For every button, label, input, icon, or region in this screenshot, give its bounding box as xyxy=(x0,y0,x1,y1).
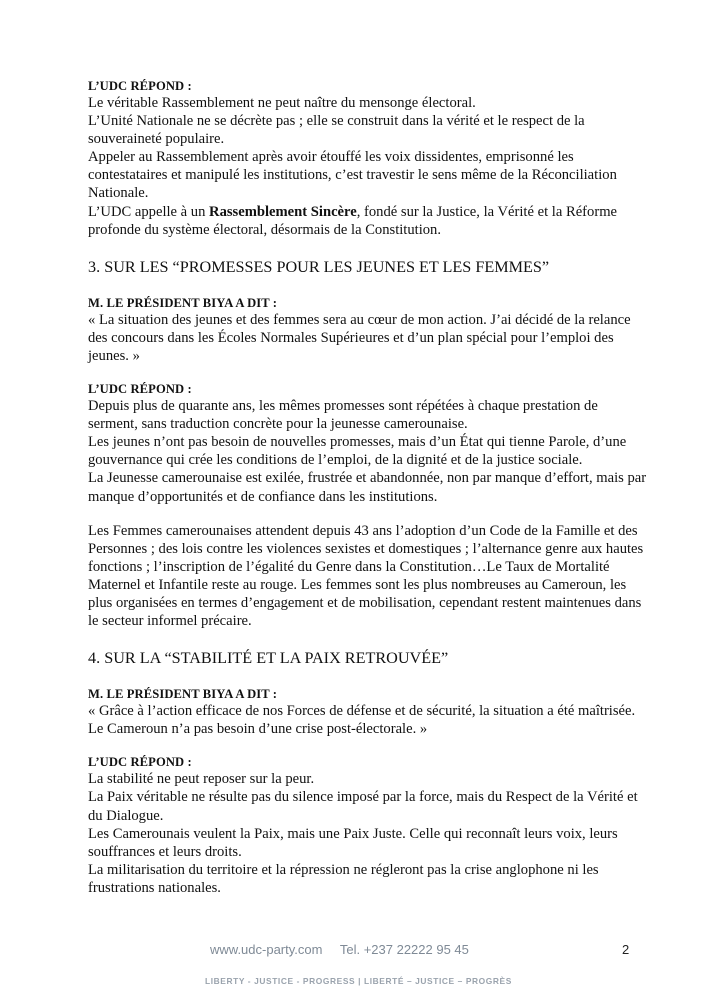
paragraph: Les Femmes camerounaises attendent depuis 43 ans l’adoption d’un Code de la Famille et des Personnes ; des lois contre les violences sexistes et domestiques ; l’alternance genre aux hautes fonctions ; l’inscription de l’égalité du Genre dans la Constitution…Le Taux de Mortalité Maternel et Infantile reste au rouge. Les femmes sont les plus nombreuses au Cameroun, les plus organisées en termes d’engagement et de mobilisation, cependant restent maintenues dans le secteur informel précaire. xyxy=(88,522,644,630)
paragraph: La stabilité ne peut reposer sur la peur. xyxy=(88,771,315,788)
footer-motto: LIBERTY - JUSTICE - PROGRESS | LIBERTÉ – JUSTICE – PROGRÈS xyxy=(205,976,512,986)
phone-number: Tel. +237 22222 95 45 xyxy=(339,942,469,957)
president-said-label: M. LE PRÉSIDENT BIYA A DIT : xyxy=(88,687,278,702)
paragraph: Depuis plus de quarante ans, les mêmes promesses sont répétées à chaque prestation de serment, sans traduction concrète pour la jeunesse camerounaise. xyxy=(88,398,598,433)
paragraph-text: L’UDC appelle à un xyxy=(88,203,210,220)
paragraph-with-bold xyxy=(88,203,648,239)
paragraph-text: , fondé sur la Justice, la Vérité et la Réforme profonde du système électoral, désormais de la Constitution. xyxy=(88,203,618,238)
quote-paragraph: « Grâce à l’action efficace de nos Forces de défense et de sécurité, la situation a été maîtrisée. Le Cameroun n’a pas besoin d’une crise post-électorale. » xyxy=(88,703,636,738)
paragraph: Les Camerounais veulent la Paix, mais une Paix Juste. Celle qui reconnaît leurs voix, leurs souffrances et leurs droits. xyxy=(88,825,618,860)
respond-label: L’UDC RÉPOND : xyxy=(88,382,192,397)
respond-label: L’UDC RÉPOND : xyxy=(88,755,192,770)
paragraph: L’Unité Nationale ne se décrète pas ; elle se construit dans la vérité et le respect de la souveraineté populaire. xyxy=(88,113,585,148)
paragraph: Le véritable Rassemblement ne peut naître du mensonge électoral. xyxy=(88,95,476,111)
page-number: 2 xyxy=(622,942,630,957)
respond-label: L’UDC RÉPOND : xyxy=(88,79,192,93)
quote-paragraph: « La situation des jeunes et des femmes sera au cœur de mon action. J’ai décidé de la relance des concours dans les Écoles Normales Supérieures et d’un plan spécial pour l’emploi des jeunes. » xyxy=(88,311,631,364)
paragraph: Les jeunes n’ont pas besoin de nouvelles promesses, mais d’un État qui tienne Parole, d’une gouvernance qui crée les conditions de l’emploi, de la dignité et de la justice sociale. xyxy=(88,434,627,469)
website-link[interactable]: www.udc-party.com xyxy=(210,942,323,957)
paragraph: La Paix véritable ne résulte pas du silence imposé par la force, mais du Respect de la Vérité et du Dialogue. xyxy=(88,789,638,824)
paragraph: La Jeunesse camerounaise est exilée, frustrée et abandonnée, non par manque d’effort, mais par manque d’opportunités et de confiance dans les institutions. xyxy=(88,470,647,505)
document-body xyxy=(88,78,648,897)
bold-phrase: Rassemblement Sincère xyxy=(209,203,357,220)
section-heading-3: 3. SUR LES “PROMESSES POUR LES JEUNES ET LES FEMMES” xyxy=(88,257,550,276)
footer-contact xyxy=(210,942,483,957)
paragraph: La militarisation du territoire et la répression ne régleront pas la crise anglophone ni les frustrations nationales. xyxy=(88,861,599,896)
paragraph: Appeler au Rassemblement après avoir étouffé les voix dissidentes, emprisonné les contestataires et manipulé les institutions, c’est travestir le sens même de la Réconciliation Nationale. xyxy=(88,149,617,202)
president-said-label: M. LE PRÉSIDENT BIYA A DIT : xyxy=(88,295,278,310)
section-heading-4: 4. SUR LA “STABILITÉ ET LA PAIX RETROUVÉE” xyxy=(88,649,449,668)
